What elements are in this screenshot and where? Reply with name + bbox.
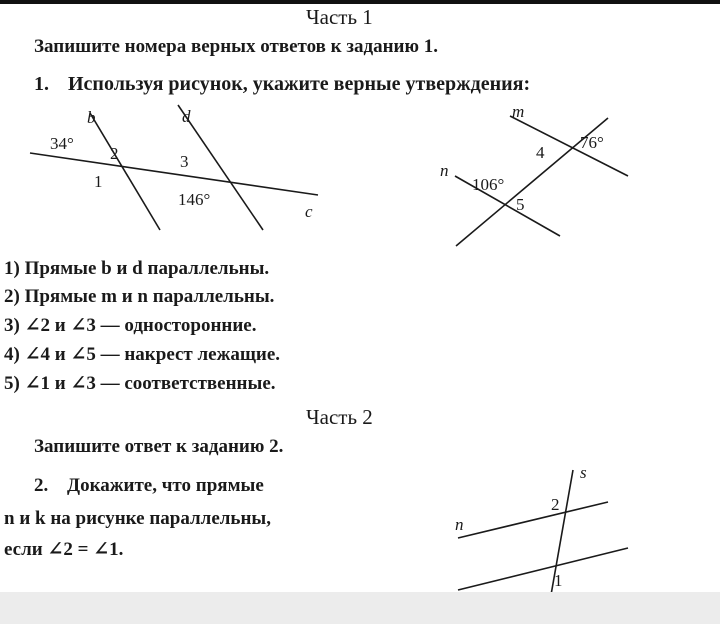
line-n [458,502,608,538]
label-c: c [305,202,313,221]
option-2: 2) Прямые m и n параллельны. [4,286,275,307]
top-border [0,0,720,4]
label-angle-2: 2 [110,144,119,163]
line-k [458,548,628,590]
option-1: 1) Прямые b и d параллельны. [4,258,270,279]
line-m [510,116,628,176]
line-n [455,176,560,236]
label-angle-1: 1 [554,571,563,590]
option-5: 5) ∠1 и ∠3 — соответственные. [4,373,276,394]
line-c [30,153,318,195]
label-angle-3: 3 [180,152,189,171]
label-angle-106: 106° [472,175,505,194]
part2-instruction: Запишите ответ к заданию 2. [34,436,284,457]
label-b: b [87,108,96,127]
label-s: s [580,463,587,482]
question2-line-3: если ∠2 = ∠1. [4,539,124,560]
question2-line-2: n и k на рисунке параллельны, [4,508,272,529]
figure-3 [450,462,650,612]
figure-2 [440,100,660,250]
label-angle-76: 76° [580,133,604,152]
label-angle-2: 2 [551,495,560,514]
label-n: n [440,161,449,180]
part1-instruction: Запишите номера верных ответов к заданию 1. [34,36,439,57]
figure-1 [20,105,340,245]
bottom-fade [0,592,720,624]
option-4: 4) ∠4 и ∠5 — накрест лежащие. [4,344,281,365]
label-angle-4: 4 [536,143,545,162]
label-n: n [455,515,464,534]
label-m: m [512,102,525,121]
line-d [178,105,263,230]
option-3: 3) ∠2 и ∠3 — односторонние. [4,315,257,336]
question1 [34,73,530,96]
question2-text-1: Докажите, что прямые [67,475,264,496]
question2-number: 2. [34,475,49,496]
label-angle-5: 5 [516,195,525,214]
part1-title: Часть 1 [306,5,373,29]
label-angle-1: 1 [94,172,103,191]
label-angle-34: 34° [50,134,74,153]
question2-line-1 [34,475,264,497]
part2-title: Часть 2 [306,405,373,429]
label-angle-146: 146° [178,190,211,209]
question1-number: 1. [34,73,49,95]
line-s [548,470,573,612]
question1-text: Используя рисунок, укажите верные утверждения: [68,73,531,95]
label-d: d [182,107,191,126]
